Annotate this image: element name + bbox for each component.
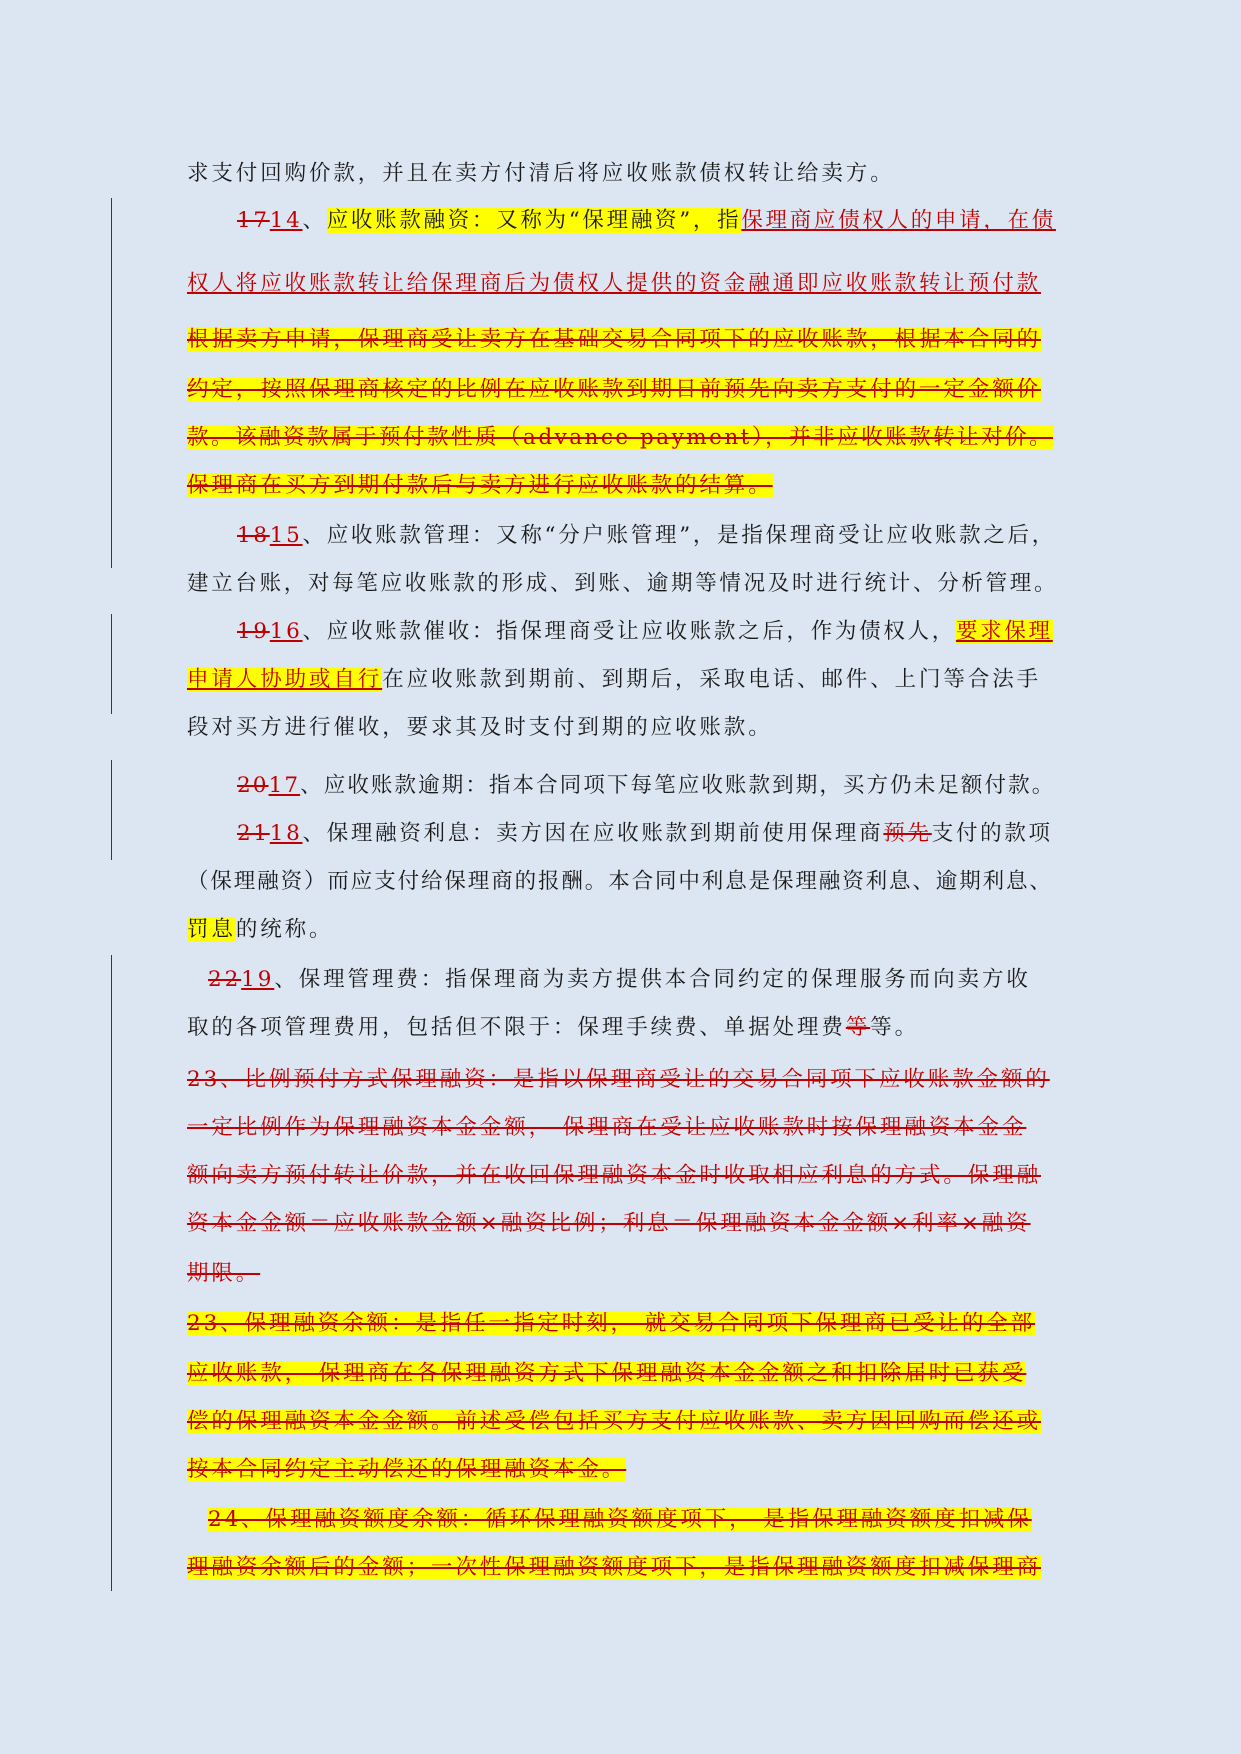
text-line (187, 1112, 1026, 1144)
text-line (187, 374, 1041, 406)
paragraph-text: 支付的款项 (931, 821, 1053, 846)
text-line (187, 1308, 1035, 1340)
paragraph-text: 、保理融资利息：卖方因在应收账款到期前使用保理商 (302, 821, 884, 846)
text-line (187, 268, 1041, 300)
text-line (237, 770, 1055, 802)
deleted-text: 约定，按照保理商核定的比例在应收账款到期日前预先向卖方支付的一定金额价 (187, 377, 1042, 402)
text-line (187, 712, 773, 744)
deleted-number: 17 (237, 208, 270, 233)
deleted-number: 22 (208, 967, 242, 992)
paragraph-text: 建立台账，对每笔应收账款的形成、到账、逾期等情况及时进行统计、分析管理。 (187, 571, 1059, 596)
deleted-text: 23、保理融资余额：是指任一指定时刻， 就交易合同项下保理商已受让的全部 (187, 1311, 1036, 1336)
paragraph-text: 、应收账款管理：又称“分户账管理”，是指保理商受让应收账款之后， (302, 523, 1056, 548)
paragraph-text: 、应收账款催收：指保理商受让应收账款之后，作为债权人， (302, 619, 956, 644)
deleted-number: 19 (237, 619, 270, 644)
deleted-text: 资本金金额＝应收账款金额×融资比例；利息＝保理融资本金金额×利率×融资 (187, 1211, 1031, 1236)
text-line (187, 158, 895, 190)
paragraph-text: 取的各项管理费用，包括但不限于：保理手续费、单据处理费 (187, 1015, 846, 1040)
text-line (187, 866, 1053, 898)
inserted-number: 15 (269, 523, 303, 548)
text-line (237, 205, 1056, 237)
inserted-number: 14 (269, 208, 303, 233)
paragraph-text: 等。 (870, 1015, 920, 1040)
text-line (187, 1358, 1026, 1390)
inserted-number: 17 (268, 773, 301, 798)
change-bar (111, 760, 112, 860)
inserted-number: 19 (241, 967, 275, 992)
deleted-text: 等 (845, 1015, 871, 1040)
paragraph-text: 求支付回购价款，并且在卖方付清后将应收账款债权转让给卖方。 (187, 161, 895, 186)
text-line (187, 470, 773, 502)
text-line (187, 1012, 919, 1044)
text-line (237, 616, 1053, 648)
inserted-text: 权人将应收账款转让给保理商后为债权人提供的资金融通即应收账款转让预付款 (187, 271, 1042, 296)
inserted-text: 要求保理 (955, 619, 1053, 644)
text-line (187, 1454, 626, 1486)
inserted-number: 18 (269, 821, 303, 846)
deleted-text: 预先 (883, 821, 932, 846)
paragraph-text: 、应收账款逾期：指本合同项下每笔应收账款到期，买方仍未足额付款。 (300, 773, 1056, 798)
inserted-text: 申请人协助或自行 (187, 667, 383, 692)
text-line (187, 1064, 1050, 1096)
deleted-number: 21 (237, 821, 270, 846)
inserted-number: 16 (269, 619, 303, 644)
text-line (187, 1208, 1031, 1240)
separator: 、 (302, 208, 327, 233)
deleted-text: 期限。 (187, 1261, 261, 1286)
change-bar (111, 614, 112, 714)
deleted-number: 20 (237, 773, 269, 798)
change-bar (111, 198, 112, 568)
deleted-text: 23、比例预付方式保理融资：是指以保理商受让的交易合同项下应收账款金额的 (187, 1067, 1050, 1092)
deleted-text: 款。该融资款属于预付款性质（advance payment），并非应收账款转让对价。 (187, 425, 1054, 450)
text-line (237, 520, 1056, 552)
deleted-text: 保理商在买方到期付款后与卖方进行应收账款的结算。 (187, 473, 773, 498)
deleted-text: 额向卖方预付转让价款，并在收回保理融资本金时收取相应利息的方式。保理融 (187, 1163, 1042, 1188)
deleted-text: 按本合同约定主动偿还的保理融资本金。 (187, 1457, 627, 1482)
highlighted-text: 罚息 (187, 917, 236, 942)
paragraph-text: 段对买方进行催收，要求其及时支付到期的应收账款。 (187, 715, 773, 740)
text-line (187, 324, 1041, 356)
highlighted-heading: 应收账款融资：又称为“保理融资”，指 (326, 208, 742, 233)
text-line (187, 664, 1041, 696)
paragraph-text: 的统称。 (235, 917, 334, 942)
deleted-text: 根据卖方申请，保理商受让卖方在基础交易合同项下的应收账款，根据本合同的 (187, 327, 1042, 352)
deleted-text: 应收账款， 保理商在各保理融资方式下保理融资本金金额之和扣除届时已获受 (187, 1361, 1027, 1386)
deleted-text: 偿的保理融资本金金额。前述受偿包括买方支付应收账款、卖方因回购而偿还或 (187, 1409, 1042, 1434)
text-line (187, 568, 1058, 600)
deleted-text: 理融资余额后的金额；一次性保理融资额度项下，是指保理融资额度扣减保理商 (187, 1555, 1042, 1580)
text-line (187, 1406, 1041, 1438)
deleted-number: 18 (237, 523, 270, 548)
paragraph-text: 在应收账款到期前、到期后，采取电话、邮件、上门等合法手 (382, 667, 1042, 692)
deleted-text: 一定比例作为保理融资本金金额， 保理商在受让应收账款时按保理融资本金金 (187, 1115, 1027, 1140)
text-line (187, 422, 1053, 454)
text-line (208, 964, 1031, 996)
paragraph-text: 、保理管理费：指保理商为卖方提供本合同约定的保理服务而向卖方收 (274, 967, 1031, 992)
deleted-text: 24、保理融资额度余额：循环保理融资额度项下， 是指保理融资额度扣减保 (208, 1507, 1032, 1532)
paragraph-text: （保理融资）而应支付给保理商的报酬。本合同中利息是保理融资利息、逾期利息、 (187, 869, 1053, 894)
text-line (187, 1258, 260, 1290)
text-line (187, 1160, 1041, 1192)
inserted-text: 保理商应债权人的申请，在债 (741, 208, 1056, 233)
text-line (187, 914, 333, 946)
change-bar (111, 955, 112, 1591)
text-line (187, 1552, 1041, 1584)
text-line (208, 1504, 1032, 1536)
text-line (237, 818, 1053, 850)
